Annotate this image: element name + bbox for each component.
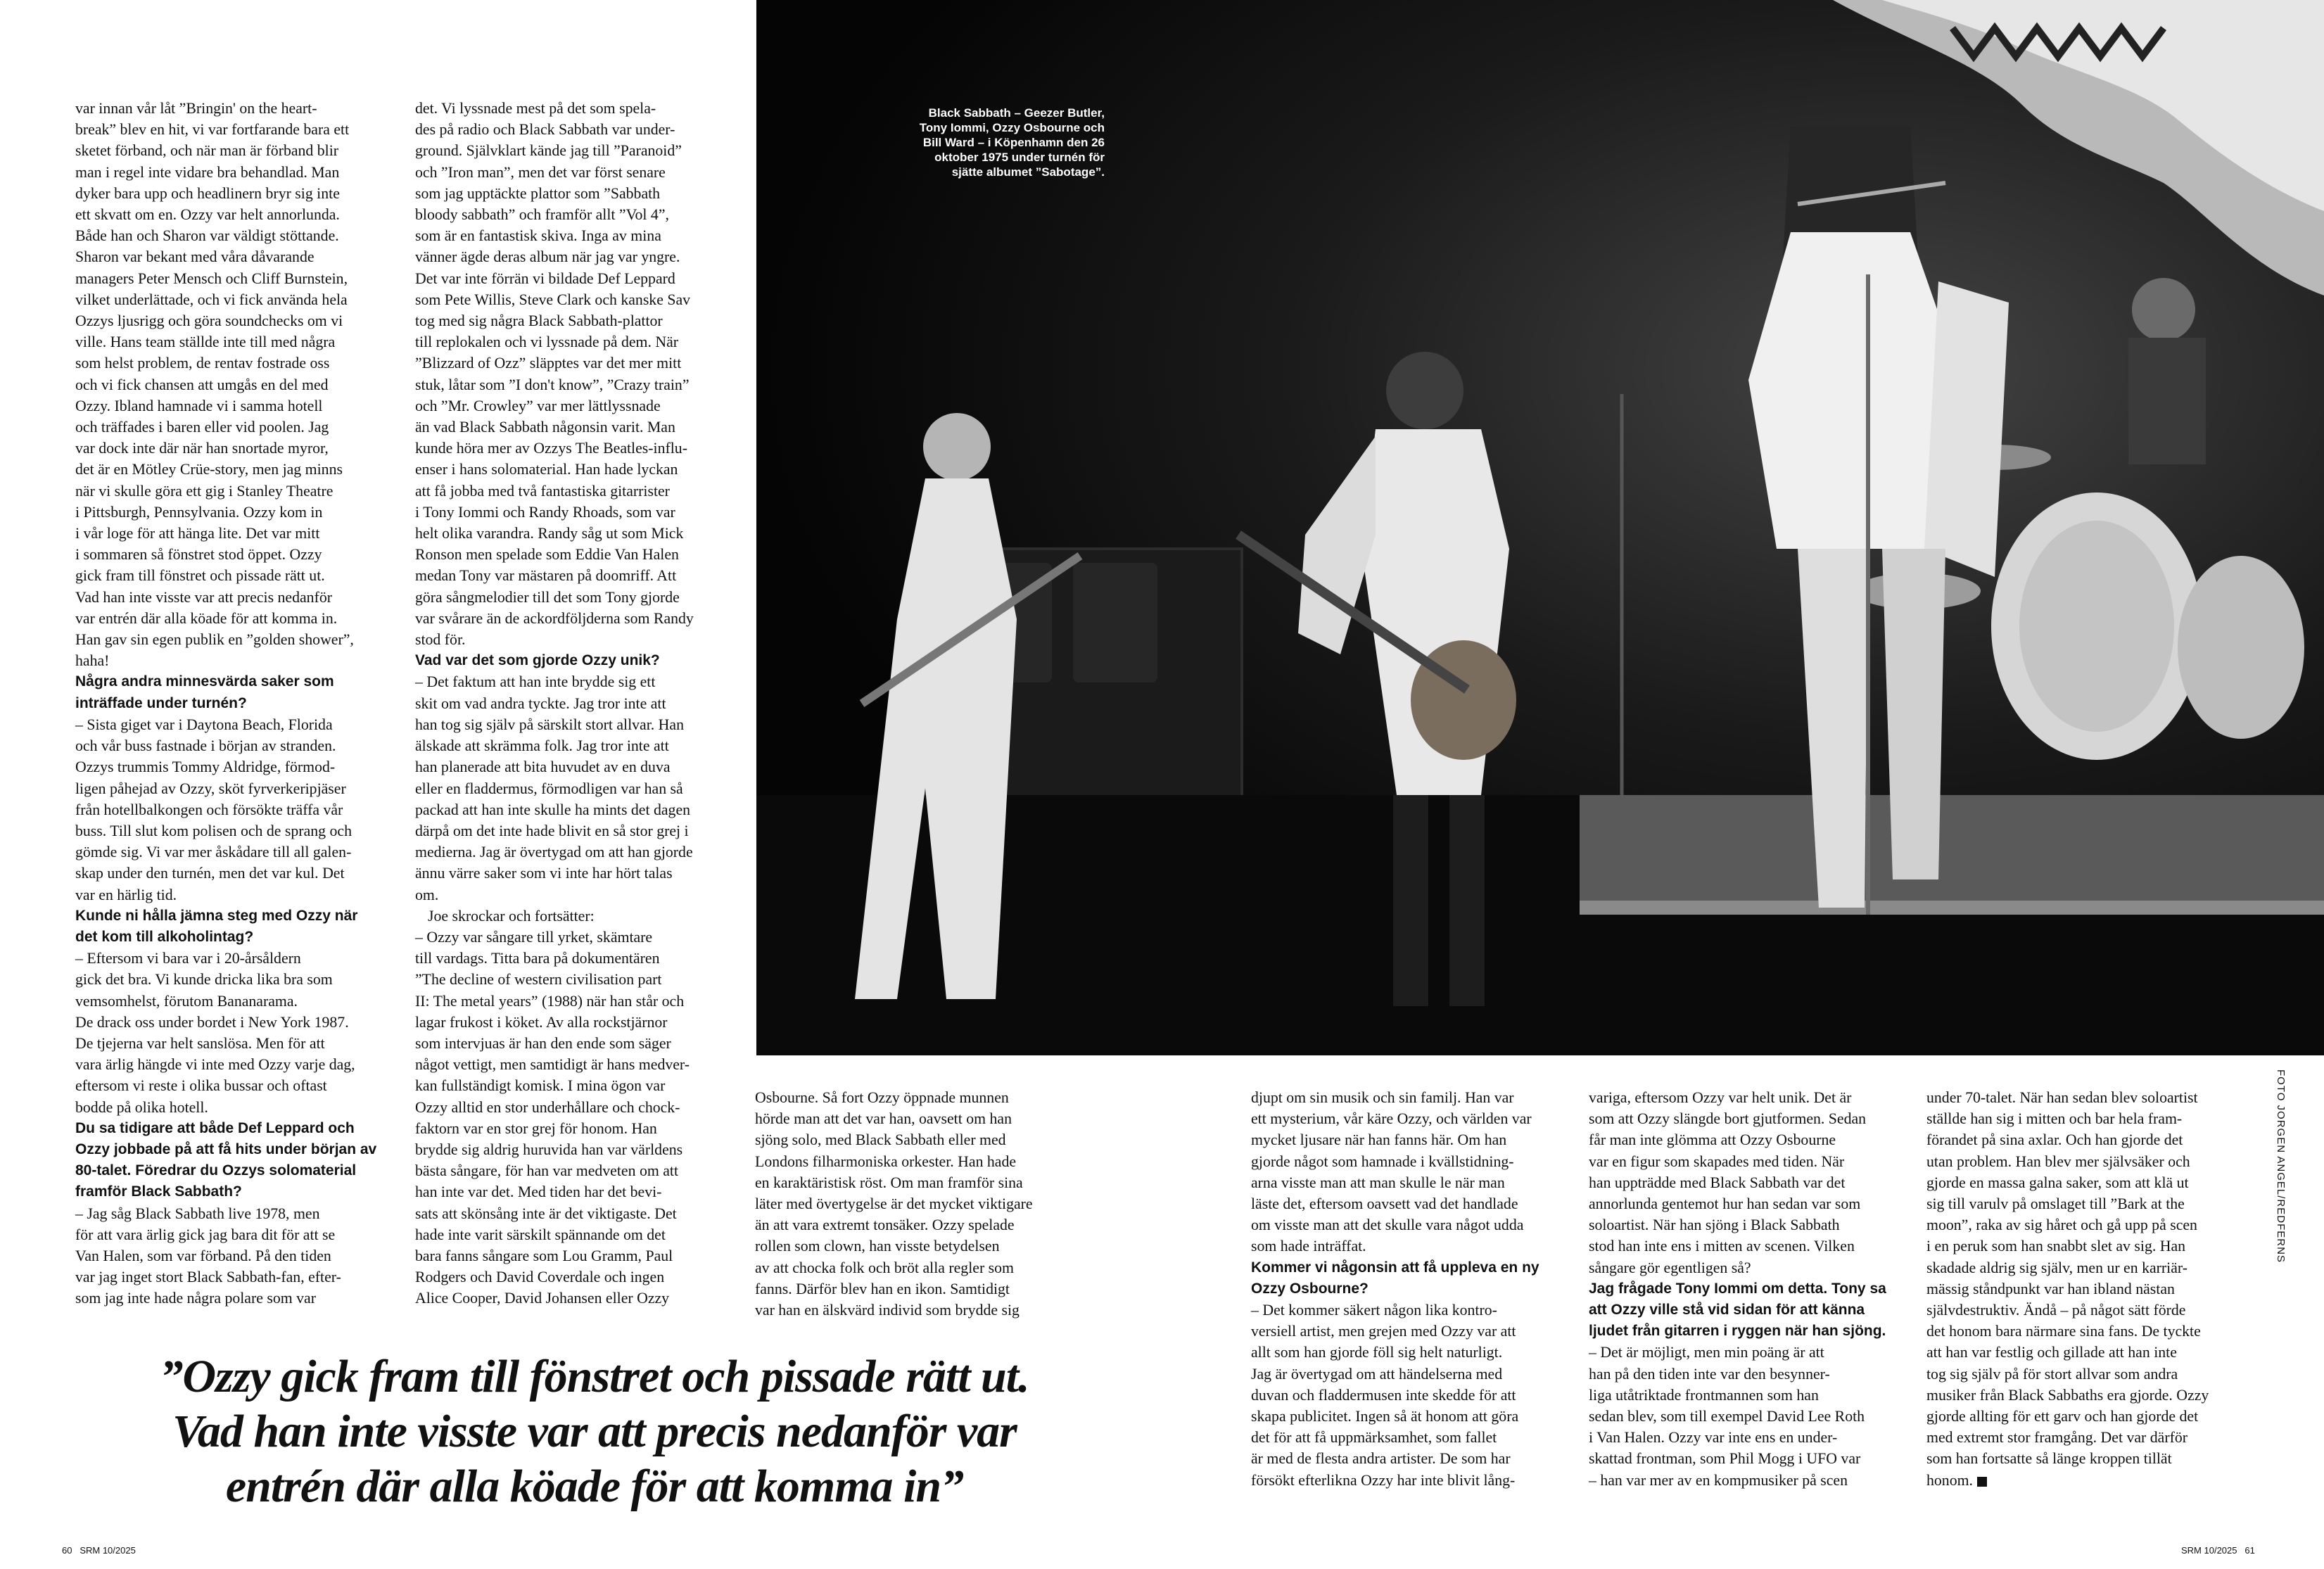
text-line: som hade inträffat. xyxy=(1251,1238,1366,1255)
text-line: som helst problem, de rentav fostrade oss xyxy=(75,355,330,372)
text-line: – Det faktum att han inte brydde sig ett xyxy=(415,673,656,691)
text-line: Joe skrockar och fortsätter: xyxy=(428,907,595,925)
interview-question: att Ozzy ville stå vid sidan för att känna xyxy=(1589,1302,1865,1319)
interview-question: Du sa tidigare att både Def Leppard och xyxy=(75,1119,355,1136)
text-line: arna visste man att man skulle le när man xyxy=(1251,1174,1505,1191)
text-line: packad att han inte skulle ha mints det dagen xyxy=(415,801,691,818)
text-line: att han var festlig och gillade att han inte xyxy=(1926,1344,2177,1361)
text-line: buss. Till slut kom polisen och de sprang och xyxy=(75,822,352,839)
text-line: ännu värre saker som vi inte har hört talas xyxy=(415,865,673,882)
text-line: tog med sig några Black Sabbath-plattor xyxy=(415,312,663,330)
text-line: som han fortsatte så länge kroppen tillät xyxy=(1926,1450,2172,1468)
text-line: som jag inte hade några polare som var xyxy=(75,1290,316,1307)
text-line: Ozzys ljusrigg och göra soundchecks om vi xyxy=(75,312,343,330)
text-line: mycket ljusare när han fanns här. Om han xyxy=(1251,1131,1507,1149)
text-line: till vardags. Titta bara på dokumentären xyxy=(415,950,660,967)
text-line: skap under den turnén, men det var kul. Det xyxy=(75,865,345,882)
text-line: hade inte varit särskilt spännande om det xyxy=(415,1226,666,1243)
text-line: medan Tony var mästaren på doomriff. Att xyxy=(415,567,677,585)
text-line: versiell artist, men grejen med Ozzy var att xyxy=(1251,1323,1516,1340)
issue-label: SRM 10/2025 xyxy=(80,1545,136,1556)
text-line: Ozzy. Ibland hamnade vi i samma hotell xyxy=(75,397,323,414)
text-line: i sommaren så fönstret stod öppet. Ozzy xyxy=(75,546,322,564)
text-column-3 xyxy=(755,1087,1033,1321)
text-line: – Jag såg Black Sabbath live 1978, men xyxy=(75,1205,320,1222)
text-line: i Tony Iommi och Randy Rhoads, som var xyxy=(415,503,675,521)
text-line: i Van Halen. Ozzy var inte ens en under- xyxy=(1589,1429,1838,1447)
text-line: var jag inget stort Black Sabbath-fan, efter- xyxy=(75,1269,341,1286)
text-line: lagar frukost i köket. Av alla rockstjärnor xyxy=(415,1013,668,1031)
text-line: – Sista giget var i Daytona Beach, Florida xyxy=(75,716,333,733)
text-line: – han var mer av en kompmusiker på scen xyxy=(1589,1471,1848,1489)
text-line: vara ärlig hängde vi inte med Ozzy varje dag, xyxy=(75,1056,355,1074)
text-line: vänner ägde deras album när jag var yngre. xyxy=(415,248,680,266)
photo-caption xyxy=(865,106,1105,179)
text-line: kan fullständigt komisk. I mina ögon var xyxy=(415,1077,666,1095)
text-line: faktorn var en stor grej för honom. Han xyxy=(415,1119,657,1137)
page-number: 60 xyxy=(62,1545,72,1556)
text-line: vilket underlättade, och vi fick använda hela xyxy=(75,291,348,308)
text-line: än att vara extremt tonsäker. Ozzy spelade xyxy=(755,1217,1015,1234)
interview-question: framför Black Sabbath? xyxy=(75,1183,242,1200)
caption-line: Bill Ward – i Köpenhamn den 26 xyxy=(922,136,1105,149)
text-line: skapa publicitet. Ingen så ät honom att göra xyxy=(1251,1408,1519,1425)
interview-question: 80-talet. Föredrar du Ozzys solomaterial xyxy=(75,1162,357,1179)
text-line: under 70-talet. När han sedan blev soloartist xyxy=(1926,1089,2198,1106)
text-line: bara fanns sångare som Lou Gramm, Paul xyxy=(415,1247,673,1264)
interview-question: Vad var det som gjorde Ozzy unik? xyxy=(415,652,660,669)
text-line: som att Ozzy slängde bort gjutformen. Sedan xyxy=(1589,1110,1867,1128)
text-column-1 xyxy=(75,98,376,1309)
text-line: Ronson men spelade som Eddie Van Halen xyxy=(415,546,679,564)
text-line: gick fram till fönstret och pissade rätt ut. xyxy=(75,567,325,585)
text-line: Vad han inte visste var att precis nedanför xyxy=(75,588,332,606)
text-line: sats att skönsång inte är det viktigaste. Det xyxy=(415,1205,677,1222)
text-line: allt som han gjorde föll sig helt naturligt. xyxy=(1251,1344,1503,1361)
interview-question: Ozzy Osbourne? xyxy=(1251,1280,1369,1297)
text-line: är med de flesta andra artister. De som har xyxy=(1251,1450,1511,1468)
text-line: och ”Mr. Crowley” var mer lättlyssnade xyxy=(415,397,661,414)
text-line: De tjejerna var helt sanslösa. Men för att xyxy=(75,1034,325,1052)
text-column-6 xyxy=(1926,1087,2209,1491)
text-line: soloartist. När han sjöng i Black Sabbath xyxy=(1589,1217,1840,1234)
text-line: ett mysterium, vår käre Ozzy, och världen var xyxy=(1251,1110,1532,1128)
issue-label: SRM 10/2025 xyxy=(2181,1545,2237,1556)
text-line: från hotellbalkongen och försökte träffa vår xyxy=(75,801,343,818)
text-line: managers Peter Mensch och Cliff Burnstein, xyxy=(75,269,348,287)
text-line: skit om vad andra tyckte. Jag tror inte att xyxy=(415,694,666,712)
text-line: var en figur som skapades med tiden. När xyxy=(1589,1152,1845,1170)
text-line: rollen som clown, han visste betydelsen xyxy=(755,1238,1000,1255)
text-line: som är en fantastisk skiva. Inga av mina xyxy=(415,227,661,245)
text-line: ligen påhejad av Ozzy, sköt fyrverkeripjäser xyxy=(75,780,346,797)
text-line: han uppträdde med Black Sabbath var det xyxy=(1589,1174,1846,1191)
text-line: Osbourne. Så fort Ozzy öppnade munnen xyxy=(755,1089,1009,1106)
text-line: läste det, eftersom oavsett vad det handlade xyxy=(1251,1195,1518,1213)
text-line: Jag är övertygad om att händelserna med xyxy=(1251,1365,1503,1383)
text-line: gömde sig. Vi var mer åskådare till all galen- xyxy=(75,844,352,861)
text-line: Alice Cooper, David Johansen eller Ozzy xyxy=(415,1290,670,1307)
text-line: älskade att skrämma folk. Jag tror inte att xyxy=(415,737,669,755)
pull-quote-line: ”Ozzy gick fram till fönstret och pissade rätt ut. xyxy=(160,1351,1029,1402)
text-line: får man inte glömma att Ozzy Osbourne xyxy=(1589,1131,1836,1149)
interview-question: inträffade under turnén? xyxy=(75,694,247,711)
text-line: Det var inte förrän vi bildade Def Leppard xyxy=(415,269,675,287)
folio-left xyxy=(62,1545,136,1556)
text-line: des på radio och Black Sabbath var under- xyxy=(415,121,675,139)
text-line: – Det kommer säkert någon lika kontro- xyxy=(1251,1302,1497,1319)
text-line: bloody sabbath” och framför allt ”Vol 4”, xyxy=(415,206,669,224)
text-line: han inte var det. Med tiden har det bevi- xyxy=(415,1183,662,1201)
text-line: ett skvatt om en. Ozzy var helt annorlunda. xyxy=(75,206,340,224)
text-line: och vår buss fastnade i början av stranden. xyxy=(75,737,336,755)
text-line: mässig ståndpunkt var han ibland nästan xyxy=(1926,1280,2175,1297)
text-line: brydde sig aldrig huruvida han var världens xyxy=(415,1141,683,1158)
text-line: Van Halen, som var förband. På den tiden xyxy=(75,1247,331,1264)
text-line: gick det bra. Vi kunde dricka lika bra som xyxy=(75,971,333,989)
pull-quote xyxy=(91,1349,1098,1514)
text-column-4 xyxy=(1251,1087,1539,1491)
text-line: II: The metal years” (1988) när han står och xyxy=(415,992,685,1010)
text-line: Ozzys trummis Tommy Aldridge, förmod- xyxy=(75,758,336,776)
caption-line: Black Sabbath – Geezer Butler, xyxy=(928,106,1105,120)
text-line: skattad frontman, som Phil Mogg i UFO var xyxy=(1589,1450,1861,1468)
interview-question: Några andra minnesvärda saker som xyxy=(75,673,334,690)
text-line: utan problem. Han blev mer självsäker och xyxy=(1926,1152,2190,1170)
pull-quote-line: entrén där alla köade för att komma in” xyxy=(225,1461,964,1512)
interview-question: Kunde ni hålla jämna steg med Ozzy när xyxy=(75,907,358,924)
page-number: 61 xyxy=(2244,1545,2255,1556)
text-line: och vi fick chansen att umgås en del med xyxy=(75,376,329,393)
interview-question: det kom till alkoholintag? xyxy=(75,928,254,945)
text-line: eftersom vi reste i olika bussar och oftast xyxy=(75,1077,327,1095)
text-line: variga, eftersom Ozzy var helt unik. Det är xyxy=(1589,1089,1852,1106)
text-line: kunde höra mer av Ozzys The Beatles-influ- xyxy=(415,440,687,457)
text-line: med extremt stor framgång. Det var därför xyxy=(1926,1429,2188,1447)
text-line: det honom bara närmare sina fans. De tyckte xyxy=(1926,1323,2201,1340)
text-line: – Eftersom vi bara var i 20-årsåldern xyxy=(75,950,301,967)
caption-line: sjätte albumet ”Sabotage”. xyxy=(951,165,1105,179)
text-line: musiker från Black Sabbaths era gjorde. Ozzy xyxy=(1926,1386,2209,1404)
text-line: duvan och fladdermusen inte skedde för att xyxy=(1251,1386,1516,1404)
text-line: han tog sig själv på särskilt stort allvar. Han xyxy=(415,716,684,733)
text-line: tog sig själv på för stort allvar som andra xyxy=(1926,1365,2178,1383)
text-line: dyker bara upp och headlinern bryr sig inte xyxy=(75,184,340,202)
text-line: något vettigt, men samtidigt är hans medver- xyxy=(415,1056,690,1074)
text-line: till replokalen och vi lyssnade på dem. När xyxy=(415,334,679,351)
text-line: att få jobba med två fantastiska gitarrister xyxy=(415,482,670,500)
text-line: som Pete Willis, Steve Clark och kanske Sav xyxy=(415,291,691,308)
text-line: var svårare än de ackordföljderna som Randy xyxy=(415,609,694,627)
text-line: i Pittsburgh, Pennsylvania. Ozzy kom in xyxy=(75,503,323,521)
text-line: ground. Självklart kände jag till ”Paranoid” xyxy=(415,142,682,160)
text-line: av att chocka folk och bröt alla regler som xyxy=(755,1259,1014,1276)
text-line: för att vara ärlig gick jag bara dit för att se xyxy=(75,1226,336,1243)
text-line: – Det är möjligt, men min poäng är att xyxy=(1589,1344,1824,1361)
caption-line: oktober 1975 under turnén för xyxy=(934,151,1105,164)
text-line: försökt efterlikna Ozzy har inte blivit lång- xyxy=(1251,1471,1516,1489)
text-line: De drack oss under bordet i New York 1987. xyxy=(75,1013,349,1031)
text-line: enser i hans solomaterial. Han hade lyckan xyxy=(415,461,678,478)
text-line: honom. xyxy=(1926,1471,1973,1489)
text-line: Rodgers och David Coverdale och ingen xyxy=(415,1269,665,1286)
text-line: han på den tiden inte var den besynner- xyxy=(1589,1365,1830,1383)
text-line-last xyxy=(1926,1470,2209,1491)
text-line: stod han inte ens i mitten av scenen. Vilken xyxy=(1589,1238,1855,1255)
text-line: sjöng solo, med Black Sabbath eller med xyxy=(755,1131,1006,1149)
text-line: i en peruk som han snabbt slet av sig. Han xyxy=(1926,1238,2186,1255)
end-mark-icon xyxy=(1977,1477,1987,1487)
text-line: sedan blev, som till exempel David Lee Roth xyxy=(1589,1408,1865,1425)
interview-question: Ozzy jobbade på att få hits under början av xyxy=(75,1141,377,1157)
text-line: liga utåtriktade frontmannen som han xyxy=(1589,1386,1819,1404)
folio-right xyxy=(2181,1545,2255,1556)
text-line: haha! xyxy=(75,652,110,670)
text-line: det. Vi lyssnade mest på det som spela- xyxy=(415,100,656,117)
text-line: moon”, raka av sig håret och gå upp på scen xyxy=(1926,1217,2197,1234)
text-line: ”Blizzard of Ozz” släpptes var det mer mitt xyxy=(415,355,682,372)
text-line: ”The decline of western civilisation part xyxy=(415,971,662,989)
text-line: förandet på sina axlar. Och han gjorde det xyxy=(1926,1131,2183,1149)
text-line: bodde på olika hotell. xyxy=(75,1098,208,1116)
text-line: sångare gör egentligen så? xyxy=(1589,1259,1751,1276)
text-line: och ”Iron man”, men det var först senare xyxy=(415,163,666,181)
text-line: var en härlig tid. xyxy=(75,886,177,903)
text-line: annorlunda gentemot hur han sedan var som xyxy=(1589,1195,1861,1213)
text-line: bästa sångare, för han var medveten om att xyxy=(415,1162,679,1180)
text-line: var dock inte där när han snortade myror, xyxy=(75,440,329,457)
text-line: läter med övertygelse är det mycket viktigare xyxy=(755,1195,1033,1213)
text-line: som jag upptäckte plattor som ”Sabbath xyxy=(415,184,661,202)
interview-question: ljudet från gitarren i ryggen när han sjöng. xyxy=(1589,1323,1886,1340)
text-line: fanns. Därför blev han en ikon. Samtidigt xyxy=(755,1280,1010,1297)
text-line: eller en fladdermus, förmodligen var han så xyxy=(415,780,683,797)
text-line: djupt om sin musik och sin familj. Han var xyxy=(1251,1089,1514,1106)
text-line: när vi skulle göra ett gig i Stanley Theatre xyxy=(75,482,334,500)
text-line: gjorde allting för ett garv och han gjorde det xyxy=(1926,1408,2199,1425)
interview-question: Kommer vi någonsin att få uppleva en ny xyxy=(1251,1259,1539,1276)
text-line: stod för. xyxy=(415,631,466,649)
text-line: medierna. Jag är övertygad om att han gjorde xyxy=(415,844,693,861)
text-line: det för att få uppmärksamhet, som fallet xyxy=(1251,1429,1497,1447)
text-line: ville. Hans team ställde inte till med några xyxy=(75,334,336,351)
text-line: självdestruktiv. Ändå – på något sätt förde xyxy=(1926,1302,2186,1319)
text-line: sketet förband, och när man är förband blir xyxy=(75,142,339,160)
text-line: han planerade att bita huvudet av en duva xyxy=(415,758,671,776)
caption-line: Tony Iommi, Ozzy Osbourne och xyxy=(919,121,1105,134)
text-line: och träffades i baren eller vid poolen. Jag xyxy=(75,419,329,436)
text-line: var innan vår låt ”Bringin' on the heart- xyxy=(75,100,317,117)
text-line: sig till varulv på omslaget till ”Bark at the xyxy=(1926,1195,2185,1213)
text-line: gjorde en massa galna saker, som att klä ut xyxy=(1926,1174,2189,1191)
text-line: – Ozzy var sångare till yrket, skämtare xyxy=(415,928,653,946)
text-line: därpå om det inte hade blivit en så stor grej i xyxy=(415,822,689,839)
text-line: Han gav sin egen publik en ”golden shower”, xyxy=(75,631,354,649)
pull-quote-line: Vad han inte visste var att precis nedanför var xyxy=(172,1406,1017,1457)
text-line: skadade aldrig sig själv, men ur en karriär- xyxy=(1926,1259,2188,1276)
text-line: vemsomhelst, förutom Bananarama. xyxy=(75,992,298,1010)
text-column-2 xyxy=(415,98,694,1309)
text-line: var entrén där alla köade för att komma in. xyxy=(75,609,338,627)
text-line: Både han och Sharon var väldigt stöttande. xyxy=(75,227,339,245)
text-line: en karaktäristisk röst. Om man framför sina xyxy=(755,1174,1023,1191)
text-column-5 xyxy=(1589,1087,1886,1491)
text-line: stuk, låtar som ”I don't know”, ”Crazy train” xyxy=(415,376,690,393)
text-line: hörde man att det var han, oavsett om han xyxy=(755,1110,1012,1128)
text-line: gjorde något som hamnade i kvällstidning- xyxy=(1251,1152,1514,1170)
text-line: i vår loge för att hänga lite. Det var mitt xyxy=(75,525,320,542)
text-line: göra sångmelodier till det som Tony gjorde xyxy=(415,588,680,606)
text-line: Sharon var bekant med våra dåvarande xyxy=(75,248,315,266)
text-line: om visste man att det skulle vara något udda xyxy=(1251,1217,1524,1234)
text-line: ställde han sig i mitten och bar hela fram- xyxy=(1926,1110,2183,1128)
text-line: man i regel inte vidare bra behandlad. Man xyxy=(75,163,340,181)
text-line: det är en Mötley Crüe-story, men jag minns xyxy=(75,461,343,478)
text-line: break” blev en hit, vi var fortfarande bara ett xyxy=(75,121,350,139)
interview-question: Jag frågade Tony Iommi om detta. Tony sa xyxy=(1589,1280,1886,1297)
photo-credit: FOTO JORGEN ANGEL/REDFERNS xyxy=(2275,1069,2287,1263)
text-line: än vad Black Sabbath någonsin varit. Man xyxy=(415,419,675,436)
text-line: som intervjuas är han den ende som säger xyxy=(415,1034,671,1052)
text-line: om. xyxy=(415,886,439,903)
text-line: helt olika varandra. Randy såg ut som Mick xyxy=(415,525,684,542)
text-line: Ozzy alltid en stor underhållare och chock- xyxy=(415,1098,680,1116)
text-line: var han en älskvärd individ som brydde sig xyxy=(755,1302,1020,1319)
text-line: Londons filharmoniska orkester. Han hade xyxy=(755,1152,1017,1170)
